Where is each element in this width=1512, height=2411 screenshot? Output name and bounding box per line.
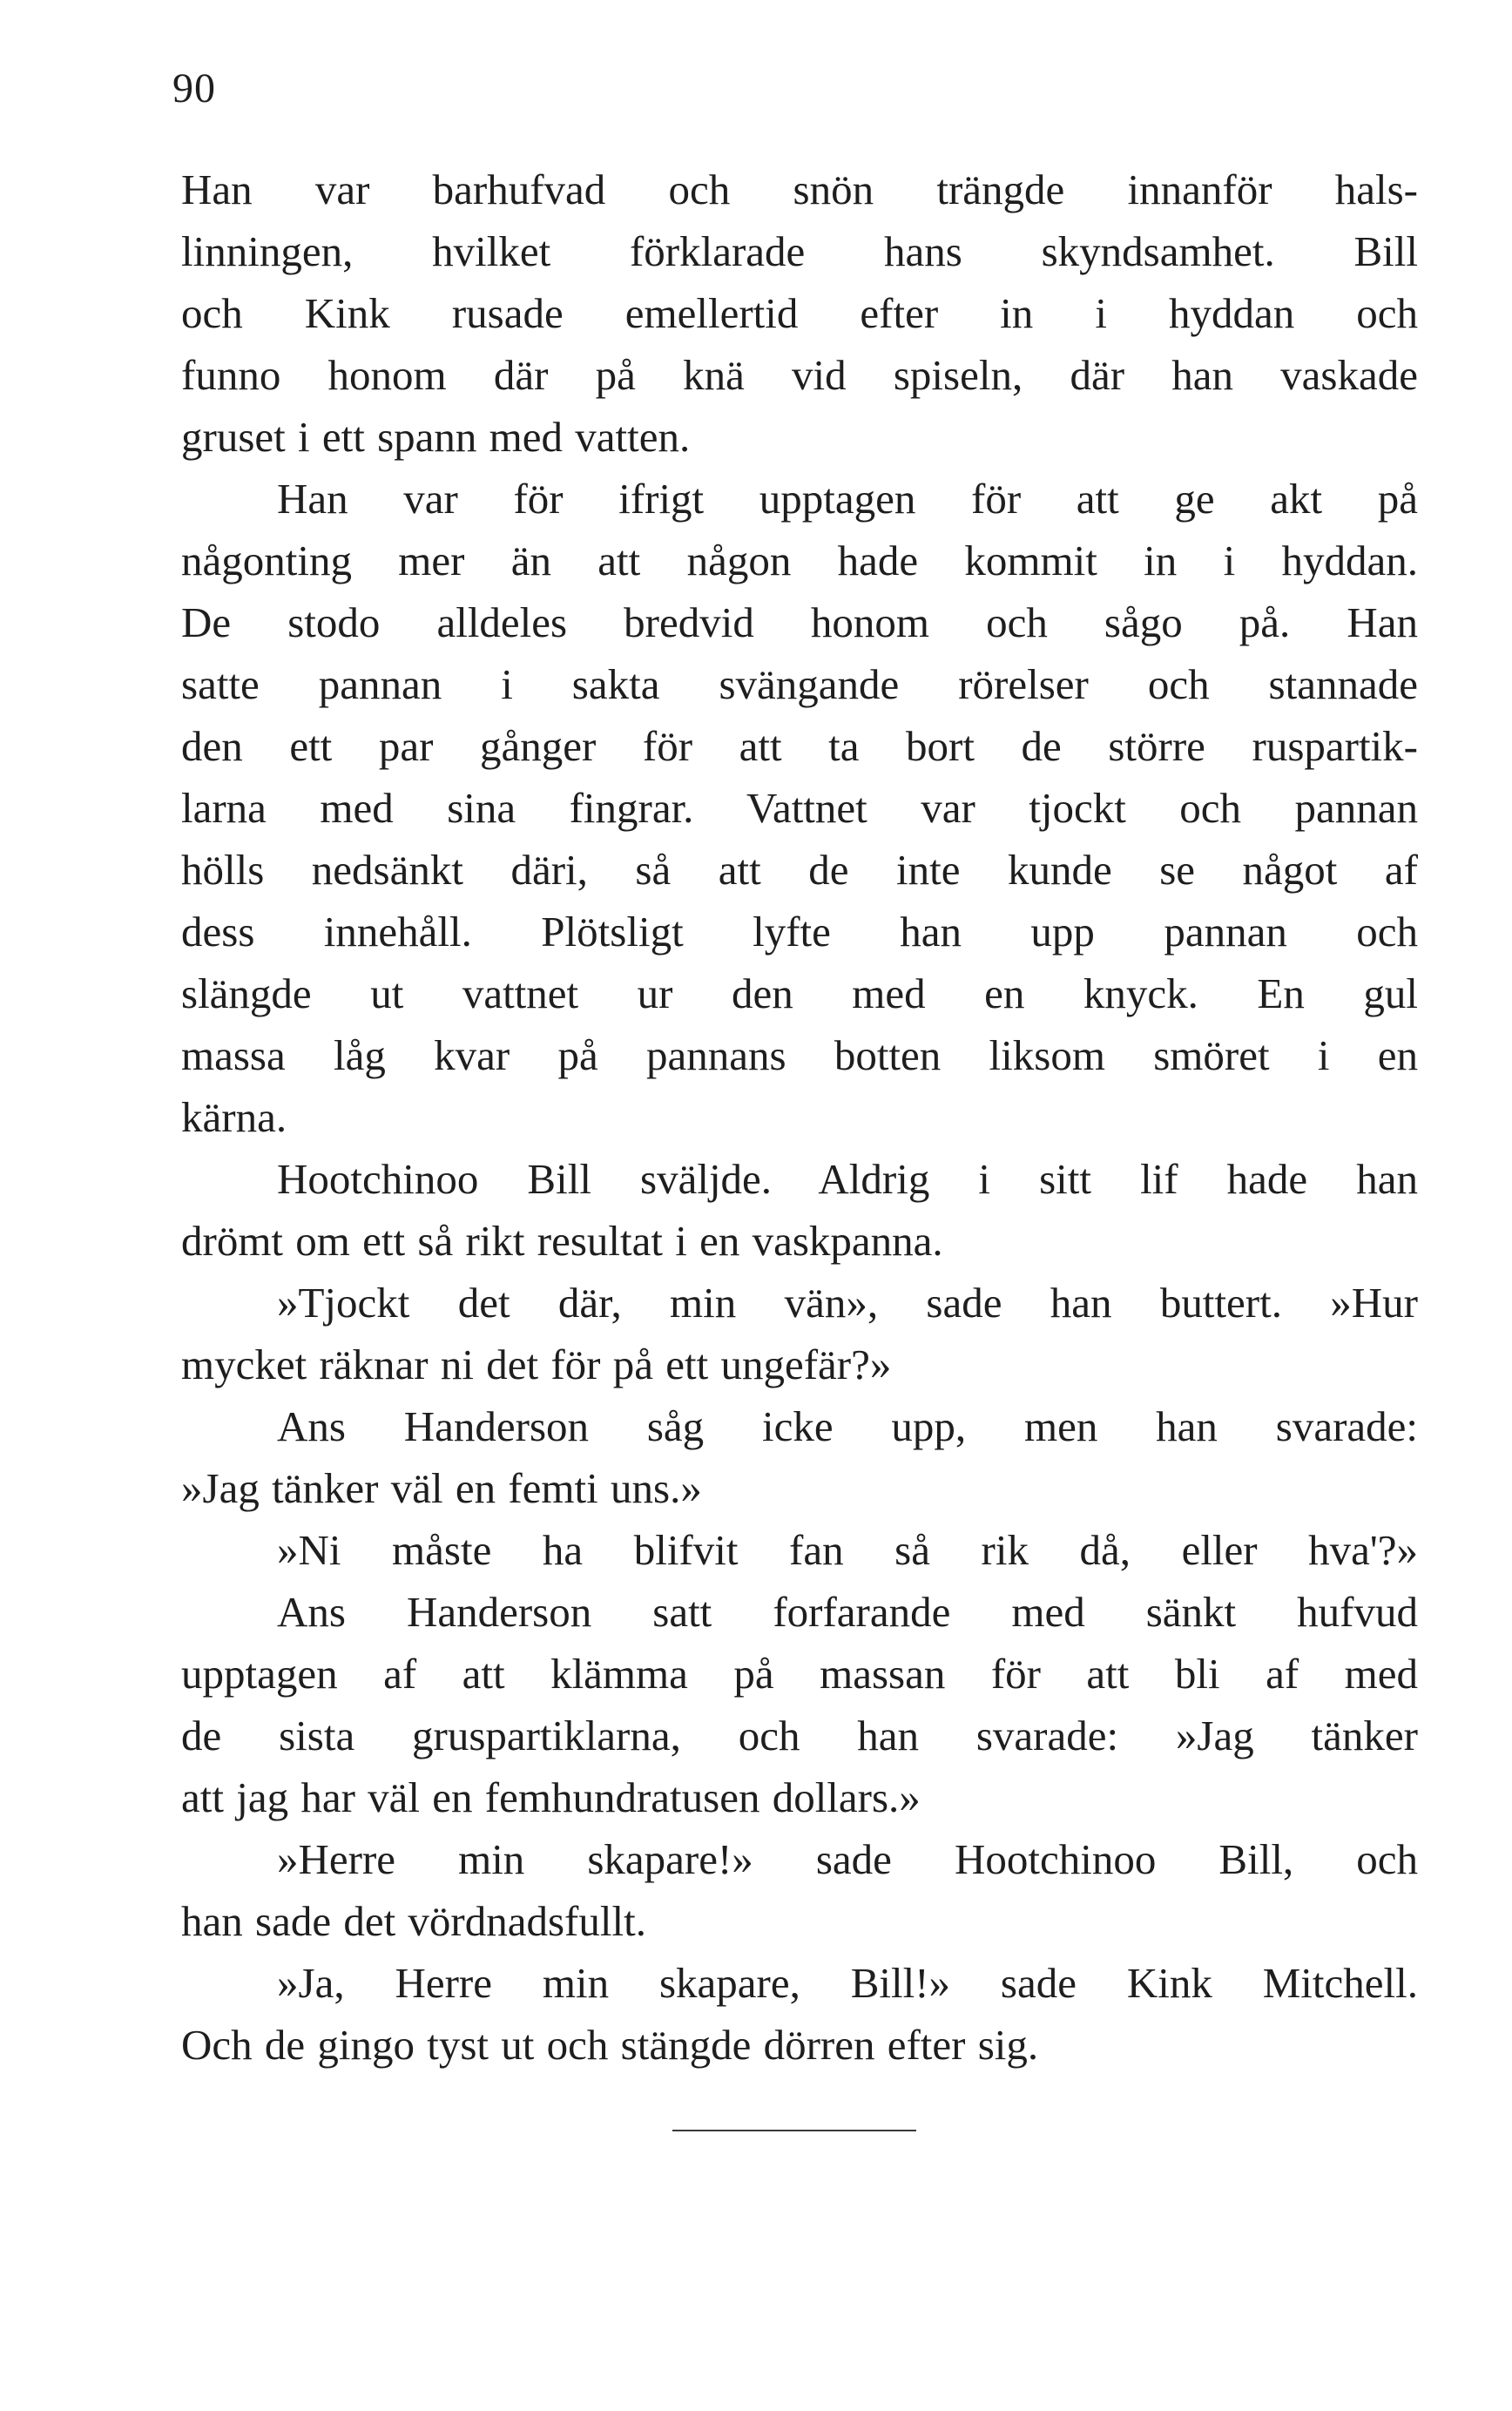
text-line: funno honom där på knä vid spiseln, där han vaskade xyxy=(181,351,1418,399)
text-line: att jag har väl en femhundratusen dollars.» xyxy=(181,1773,921,1821)
text-line: slängde ut vattnet ur den med en knyck. En gul xyxy=(181,969,1418,1017)
text-line: »Herre min skapare!» sade Hootchinoo Bill, och xyxy=(277,1835,1418,1883)
text-line: dess innehåll. Plötsligt lyfte han upp pannan och xyxy=(181,908,1418,956)
text-line: »Ni måste ha blifvit fan så rik då, eller hva'?» xyxy=(277,1526,1418,1574)
section-divider xyxy=(672,2130,916,2131)
text-line: kärna. xyxy=(181,1093,287,1141)
text-line: de sista gruspartiklarna, och han svarade: »Jag tänker xyxy=(181,1712,1418,1759)
text-line: och Kink rusade emellertid efter in i hyddan och xyxy=(181,289,1418,337)
text-line: någonting mer än att någon hade kommit in i hyddan. xyxy=(181,537,1418,584)
text-line: den ett par gånger för att ta bort de större ruspartik- xyxy=(181,722,1418,770)
text-line: Han var barhufvad och snön trängde innanför hals- xyxy=(181,165,1418,213)
text-line: massa låg kvar på pannans botten liksom smöret i en xyxy=(181,1031,1418,1079)
text-line: gruset i ett spann med vatten. xyxy=(181,413,691,461)
text-line: linningen, hvilket förklarade hans skyndsamhet. Bill xyxy=(181,227,1418,275)
text-line: Ans Handerson satt forfarande med sänkt hufvud xyxy=(277,1588,1418,1636)
text-line: »Jag tänker väl en femti uns.» xyxy=(181,1464,702,1512)
text-line: hölls nedsänkt däri, så att de inte kunde se något af xyxy=(181,846,1418,894)
text-line: De stodo alldeles bredvid honom och sågo på. Han xyxy=(181,598,1418,646)
text-line: Han var för ifrigt upptagen för att ge akt på xyxy=(277,475,1418,523)
page-number: 90 xyxy=(172,65,216,111)
text-line: larna med sina fingrar. Vattnet var tjockt och pannan xyxy=(181,784,1418,832)
text-line: Och de gingo tyst ut och stängde dörren efter sig. xyxy=(181,2021,1039,2069)
body-text xyxy=(181,159,1418,2076)
text-line: »Ja, Herre min skapare, Bill!» sade Kink Mitchell. xyxy=(277,1959,1418,2007)
text-line: drömt om ett så rikt resultat i en vaskpanna. xyxy=(181,1217,943,1265)
text-line: »Tjockt det där, min vän», sade han buttert. »Hur xyxy=(277,1279,1418,1327)
text-line: Ans Handerson såg icke upp, men han svarade: xyxy=(277,1402,1418,1450)
text-line: mycket räknar ni det för på ett ungefär?» xyxy=(181,1341,892,1388)
text-line: upptagen af att klämma på massan för att bli af med xyxy=(181,1650,1418,1698)
text-line: Hootchinoo Bill sväljde. Aldrig i sitt lif hade han xyxy=(277,1155,1418,1203)
text-line: satte pannan i sakta svängande rörelser och stannade xyxy=(181,660,1418,708)
text-line: han sade det vördnadsfullt. xyxy=(181,1897,646,1945)
